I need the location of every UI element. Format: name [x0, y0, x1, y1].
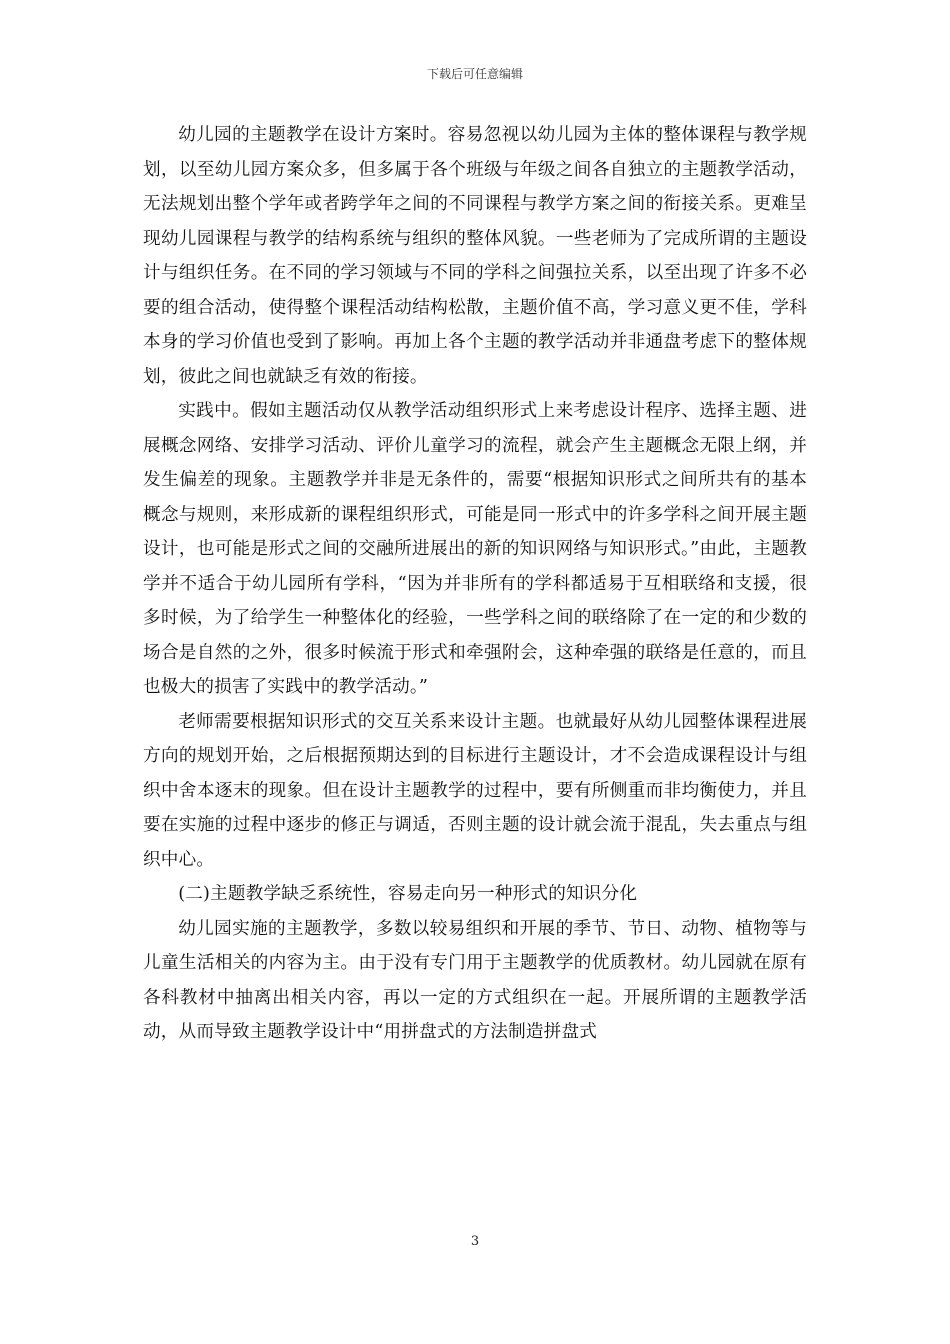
paragraph-2: 实践中。假如主题活动仅从教学活动组织形式上来考虑设计程序、选择主题、进展概念网络、安排学习活动、评价儿童学习的流程，就会产生主题概念无限上纲，并发生偏差的现象。主题教学并非是无条件的，需要“根据知识形式之间所共有的基本概念与规则，来形成新的课程组织形式，可能是同一形式中的许多学科之间开展主题设计，也可能是形式之间的交融所进展出的新的知识网络与知识形式。”由此，主题教学并不适合于幼儿园所有学科，“因为并非所有的学科都适易于互相联络和支援，很多时候，为了给学生一种整体化的经验，一些学科之间的联络除了在一定的和少数的场合是自然的之外，很多时候流于形式和牵强附会，这种牵强的联络是任意的，而且也极大的损害了实践中的教学活动。” [143, 401, 807, 697]
page-header: 下载后可任意编辑 [426, 67, 523, 81]
page-number: 3 [470, 1234, 480, 1249]
section-heading: (二)主题教学缺乏系统性，容易走向另一种形式的知识分化 [178, 884, 638, 904]
paragraph-4: 幼儿园实施的主题教学，多数以较易组织和开展的季节、节日、动物、植物等与儿童生活相关的内容为主。由于没有专门用于主题教学的优质教材。幼儿园就在原有各科教材中抽离出相关内容，再以一定的方式组织在一起。开展所谓的主题教学活动，从而导致主题教学设计中“用拼盘式的方法制造拼盘式 [143, 918, 807, 1042]
paragraph-3: 老师需要根据知识形式的交互关系来设计主题。也就最好从幼儿园整体课程进展方向的规划开始，之后根据预期达到的目标进行主题设计，才不会造成课程设计与组织中舍本逐末的现象。但在设计主题教学的过程中，要有所侧重而非均衡使力，并且要在实施的过程中逐步的修正与调适，否则主题的设计就会流于混乱，失去重点与组织中心。 [143, 711, 807, 870]
paragraph-1: 幼儿园的主题教学在设计方案时。容易忽视以幼儿园为主体的整体课程与教学规划，以至幼儿园方案众多，但多属于各个班级与年级之间各自独立的主题教学活动，无法规划出整个学年或者跨学年之间的不同课程与教学方案之间的衔接关系。更难呈现幼儿园课程与教学的结构系统与组织的整体风貌。一些老师为了完成所谓的主题设计与组织任务。在不同的学习领域与不同的学科之间强拉关系，以至出现了许多不必要的组合活动，使得整个课程活动结构松散，主题价值不高，学习意义更不佳，学科本身的学习价值也受到了影响。再加上各个主题的教学活动并非通盘考虑下的整体规划，彼此之间也就缺乏有效的衔接。 [143, 125, 807, 387]
document-body [143, 118, 807, 1050]
